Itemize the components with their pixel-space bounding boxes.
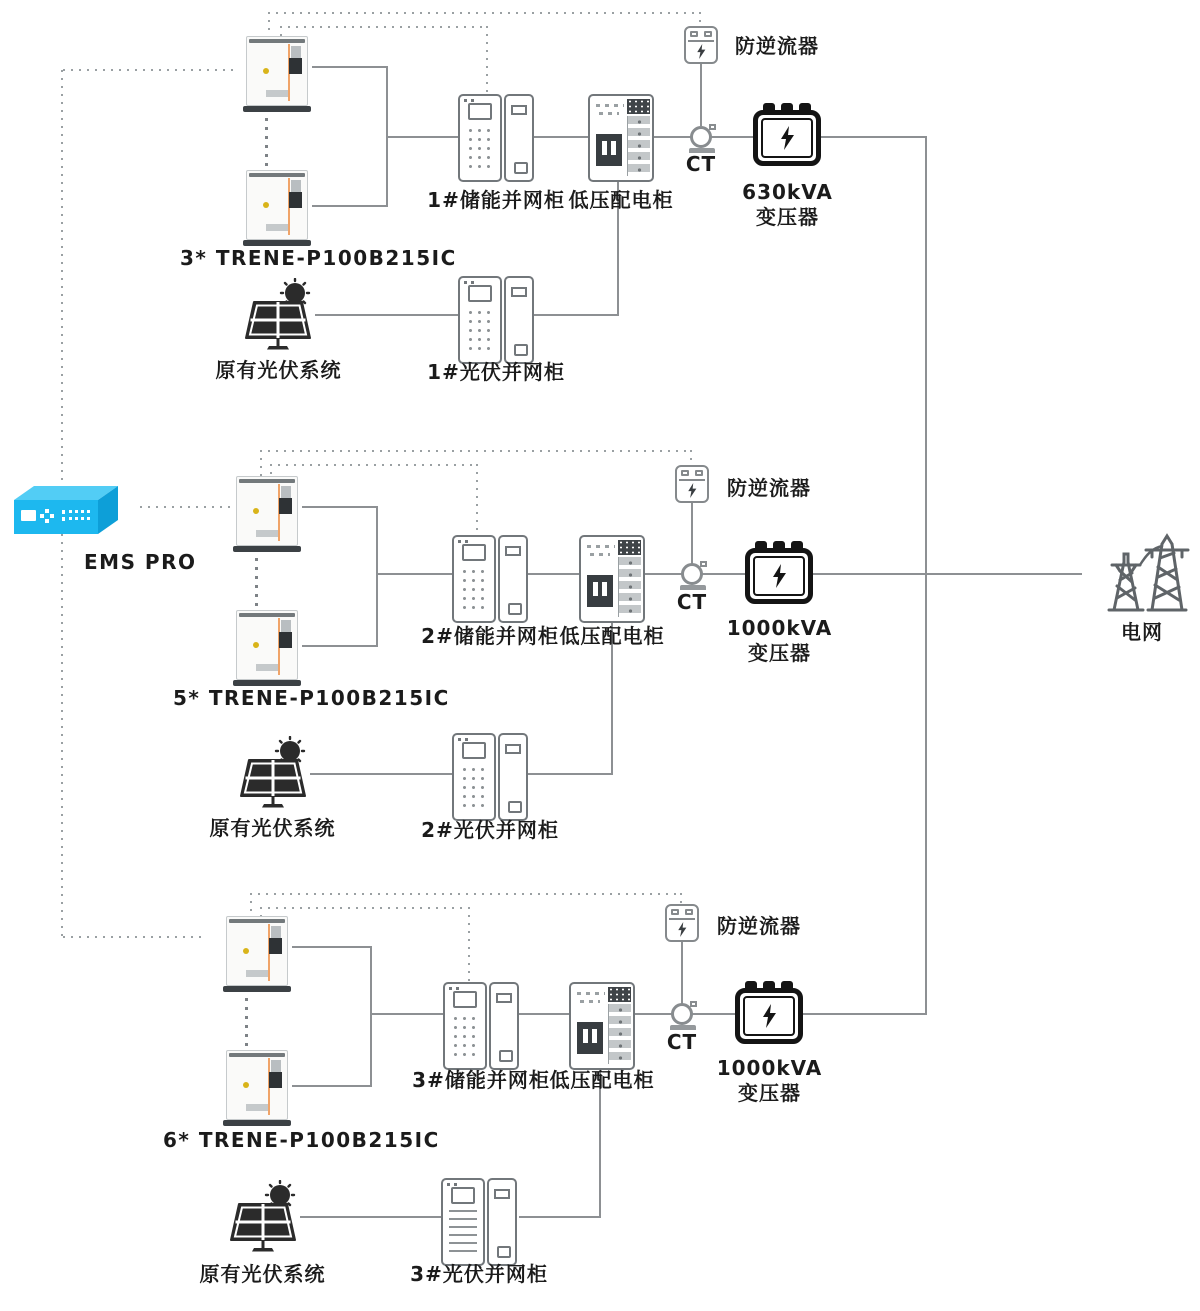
battery-cabinet-icon xyxy=(243,170,311,246)
power-line xyxy=(370,1013,443,1015)
transformer-icon xyxy=(753,103,821,167)
comm-line xyxy=(486,26,488,94)
power-line xyxy=(312,66,388,68)
transformer-icon xyxy=(735,981,803,1045)
battery-cluster-label: 3* TRENE-P100B215IC xyxy=(180,246,457,270)
power-line xyxy=(315,314,458,316)
power-line xyxy=(302,645,378,647)
battery-chain-dots xyxy=(255,558,258,606)
solar-panel-icon xyxy=(225,1180,301,1256)
power-line xyxy=(819,136,927,138)
ems-label: EMS PRO xyxy=(84,550,197,574)
pv-system-label: 原有光伏系统 xyxy=(209,816,336,840)
comm-line xyxy=(63,69,233,71)
transformer-capacity: 1000kVA xyxy=(716,1056,823,1080)
storage-cabinet-label: 3#储能并网柜 xyxy=(412,1068,550,1092)
anti-backflow-label: 防逆流器 xyxy=(735,34,819,58)
comm-line xyxy=(63,936,207,938)
power-line xyxy=(310,773,452,775)
comm-line xyxy=(250,893,252,918)
comm-line xyxy=(699,12,701,26)
pv-cabinet-label: 3#光伏并网柜 xyxy=(410,1262,548,1286)
comm-line xyxy=(260,450,691,452)
comm-line xyxy=(260,450,262,478)
comm-line xyxy=(690,450,692,465)
battery-cabinet-icon xyxy=(233,476,301,552)
pv-cabinet-label: 2#光伏并网柜 xyxy=(421,818,559,842)
solar-panel-icon xyxy=(240,278,316,354)
battery-chain-dots xyxy=(265,118,268,166)
storage-grid-cabinet-icon xyxy=(443,982,519,1070)
anti-backflow-icon xyxy=(675,465,709,503)
power-line xyxy=(376,506,378,647)
anti-backflow-icon xyxy=(684,26,718,64)
grid-label: 电网 xyxy=(1121,620,1163,644)
lv-distribution-cabinet-icon xyxy=(588,94,654,182)
transformer-capacity: 1000kVA xyxy=(726,616,833,640)
power-line xyxy=(691,503,693,564)
lv-cabinet-label: 低压配电柜 xyxy=(549,1068,655,1092)
ct-label: CT xyxy=(666,1030,698,1054)
solar-panel-icon xyxy=(235,736,311,812)
comm-line xyxy=(260,907,469,909)
storage-grid-cabinet-icon xyxy=(452,535,528,623)
comm-line xyxy=(280,26,487,28)
transformer-label xyxy=(725,180,850,230)
pv-grid-cabinet-icon xyxy=(458,276,534,364)
transformer-word: 变压器 xyxy=(756,205,819,229)
power-line xyxy=(925,137,927,1015)
anti-backflow-label: 防逆流器 xyxy=(727,476,811,500)
power-line xyxy=(312,205,388,207)
battery-chain-dots xyxy=(245,998,248,1046)
power-line xyxy=(801,1013,927,1015)
lv-cabinet-label: 低压配电柜 xyxy=(568,188,674,212)
power-grid-icon xyxy=(1094,524,1190,616)
battery-cabinet-icon xyxy=(223,916,291,992)
power-line xyxy=(519,1216,601,1218)
power-line xyxy=(700,64,702,126)
power-line xyxy=(534,314,619,316)
ct-label: CT xyxy=(676,590,708,614)
storage-cabinet-label: 1#储能并网柜 xyxy=(427,188,565,212)
pv-grid-cabinet-icon xyxy=(441,1178,517,1266)
lv-distribution-cabinet-icon xyxy=(579,535,645,623)
power-line xyxy=(300,1216,441,1218)
storage-grid-cabinet-icon xyxy=(458,94,534,182)
ct-label: CT xyxy=(685,152,717,176)
comm-line xyxy=(476,464,478,535)
battery-cabinet-icon xyxy=(223,1050,291,1126)
comm-line xyxy=(250,893,681,895)
power-line xyxy=(811,573,1082,575)
power-line xyxy=(292,1085,372,1087)
battery-cluster-label: 5* TRENE-P100B215IC xyxy=(173,686,450,710)
power-line xyxy=(681,942,683,1004)
comm-line xyxy=(268,12,700,14)
comm-line xyxy=(468,907,470,982)
transformer-icon xyxy=(745,541,813,605)
transformer-capacity: 630kVA xyxy=(742,180,833,204)
power-line xyxy=(386,136,458,138)
comm-line xyxy=(270,464,477,466)
pv-grid-cabinet-icon xyxy=(452,733,528,821)
lv-cabinet-label: 低压配电柜 xyxy=(559,624,665,648)
transformer-word: 变压器 xyxy=(738,1081,801,1105)
transformer-label xyxy=(707,1056,832,1106)
lv-distribution-cabinet-icon xyxy=(569,982,635,1070)
comm-line xyxy=(268,12,270,38)
storage-cabinet-label: 2#储能并网柜 xyxy=(421,624,559,648)
power-line xyxy=(528,773,612,775)
power-line xyxy=(376,573,452,575)
battery-cabinet-icon xyxy=(233,610,301,686)
pv-cabinet-label: 1#光伏并网柜 xyxy=(427,360,565,384)
ct-icon xyxy=(690,126,714,153)
power-line xyxy=(370,946,372,1087)
ct-icon xyxy=(671,1003,695,1030)
ct-icon xyxy=(681,563,705,590)
pv-system-label: 原有光伏系统 xyxy=(199,1262,326,1286)
comm-line xyxy=(140,506,232,508)
power-line xyxy=(519,1013,569,1015)
transformer-word: 变压器 xyxy=(748,641,811,665)
power-line xyxy=(534,136,588,138)
battery-cabinet-icon xyxy=(243,36,311,112)
power-line xyxy=(292,946,372,948)
comm-line xyxy=(680,893,682,904)
anti-backflow-icon xyxy=(665,904,699,942)
power-line xyxy=(528,573,581,575)
anti-backflow-label: 防逆流器 xyxy=(717,914,801,938)
power-line xyxy=(302,506,378,508)
battery-cluster-label: 6* TRENE-P100B215IC xyxy=(163,1128,440,1152)
pv-system-label: 原有光伏系统 xyxy=(215,358,342,382)
transformer-label xyxy=(717,616,842,666)
ems-device-icon xyxy=(12,482,120,536)
